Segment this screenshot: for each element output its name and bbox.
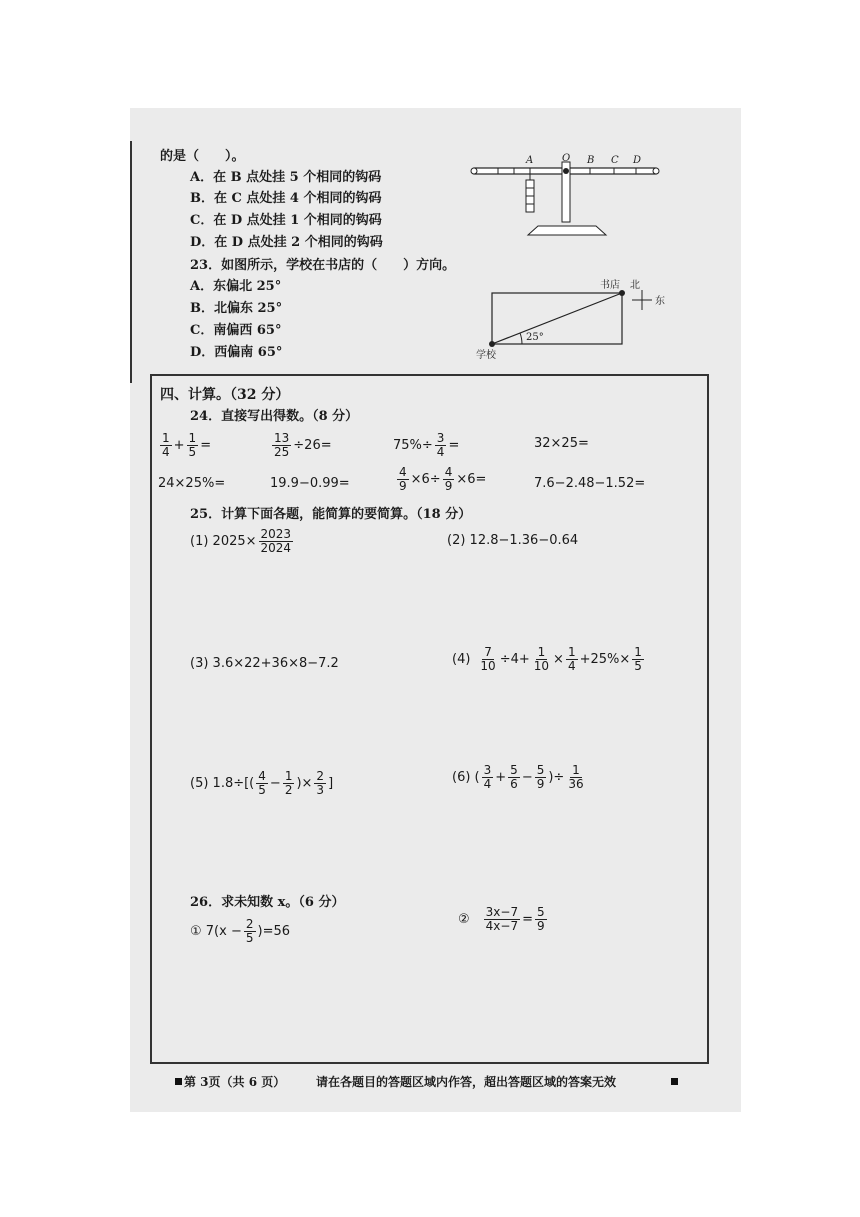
den: 25 — [274, 445, 290, 460]
q24-item-1 — [158, 432, 211, 459]
q24-item-8: 7.6−2.48−1.52= — [534, 476, 646, 491]
direction-diagram — [470, 276, 675, 360]
den: 5 — [258, 783, 266, 798]
eq: = — [448, 438, 460, 454]
q24-item-7 — [395, 466, 486, 493]
den: 4 — [483, 777, 492, 792]
mid: +25%× — [579, 652, 631, 668]
num: 2 — [245, 917, 254, 931]
head: 75%÷ — [393, 438, 433, 454]
q24-title: 24．直接写出得数。（8 分） — [190, 409, 359, 424]
q25-problem-5 — [190, 770, 333, 797]
q23-option-c: C．南偏西 65° — [190, 323, 282, 338]
num: 4 — [399, 465, 407, 479]
num: 2 — [316, 769, 325, 783]
lever-label-b: B — [587, 155, 595, 166]
num: 5 — [510, 763, 518, 777]
mid: × — [553, 652, 564, 668]
den: 4 — [567, 659, 576, 674]
q24-item-5: 24×25%= — [158, 476, 226, 491]
den: 9 — [399, 479, 407, 494]
num: 7 — [484, 645, 492, 659]
num: 1 — [634, 645, 642, 659]
num: 1 — [162, 431, 170, 445]
den: 5 — [245, 931, 254, 946]
q22-option-c: C．在 D 点处挂 1 个相同的钩码 — [190, 213, 382, 228]
q22-option-a: A．在 B 点处挂 5 个相同的钩码 — [190, 170, 382, 185]
mid: − — [269, 776, 281, 792]
num: 1 — [188, 431, 197, 445]
q23-stem: 23．如图所示，学校在书店的（ ）方向。 — [190, 258, 456, 273]
q22-option-d: D．在 D 点处挂 2 个相同的钩码 — [190, 235, 383, 250]
lever-label-d: D — [633, 155, 642, 166]
den: 3 — [316, 783, 325, 798]
den: 5 — [188, 445, 197, 460]
den: 4x−7 — [485, 919, 519, 934]
den: 9 — [536, 777, 545, 792]
num: 3 — [483, 763, 492, 777]
mid: + — [495, 770, 507, 786]
mid: ×6÷ — [410, 472, 441, 488]
den: 4 — [436, 445, 445, 460]
q24-item-3 — [393, 432, 459, 459]
den: 2024 — [260, 541, 292, 556]
num: 3 — [436, 431, 445, 445]
tail: ] — [328, 776, 334, 792]
den: 9 — [444, 479, 453, 494]
head: (4) — [452, 652, 471, 668]
footer-notice: 请在各题目的答题区域内作答，超出答题区域的答案无效 — [316, 1075, 617, 1089]
q26-equation-1 — [190, 918, 290, 945]
footer-right-marker — [671, 1078, 678, 1085]
section-4-title: 四、计算。（32 分） — [160, 387, 290, 403]
mid: ÷4+ — [499, 652, 530, 668]
op: + — [173, 438, 185, 454]
school-label: 学校 — [476, 350, 496, 360]
num: 13 — [274, 431, 290, 445]
num: 4 — [444, 465, 453, 479]
q24-item-6: 19.9−0.99= — [270, 476, 350, 491]
lever-label-c: C — [611, 155, 619, 166]
bookstore-label: 书店 — [600, 280, 620, 291]
head: ① 7(x − — [190, 924, 242, 940]
angle-label: 25° — [526, 332, 544, 343]
num: 2023 — [260, 527, 292, 541]
margin-line — [130, 141, 132, 383]
lever-label-a: A — [526, 155, 534, 166]
num: 5 — [536, 763, 545, 777]
den: 5 — [634, 659, 642, 674]
den: 4 — [162, 445, 170, 460]
tail: ×6= — [456, 472, 487, 488]
den: 10 — [480, 659, 496, 674]
q24-item-2 — [270, 432, 332, 459]
q23-option-d: D．西偏南 65° — [190, 345, 283, 360]
eq: = — [522, 912, 533, 928]
num: 1 — [567, 645, 576, 659]
num: 5 — [537, 905, 545, 919]
q25-title: 25．计算下面各题，能简算的要简算。（18 分） — [190, 507, 472, 522]
east-label: 东 — [655, 296, 665, 307]
num: 1 — [537, 645, 546, 659]
head: (1) 2025× — [190, 534, 257, 550]
q24-item-4: 32×25= — [534, 436, 589, 451]
footer-left-marker — [175, 1078, 182, 1085]
q22-stem: 的是（ ）。 — [160, 149, 245, 164]
den: 10 — [533, 659, 550, 674]
q26-equation-2 — [458, 906, 549, 933]
tail: ÷26= — [293, 438, 332, 454]
q25-problem-3: (3) 3.6×22+36×8−7.2 — [190, 656, 339, 671]
lever-diagram — [468, 150, 668, 245]
num: 1 — [284, 769, 293, 783]
tail: )=56 — [257, 924, 291, 940]
head: ② — [458, 912, 470, 928]
head: (5) 1.8÷[( — [190, 776, 255, 792]
num: 4 — [258, 769, 266, 783]
mid: )× — [296, 776, 313, 792]
den: 6 — [510, 777, 518, 792]
q25-problem-6 — [452, 764, 588, 791]
q25-problem-2: (2) 12.8−1.36−0.64 — [447, 533, 579, 548]
q25-problem-1 — [190, 528, 295, 555]
den: 9 — [537, 919, 545, 934]
mid: )÷ — [548, 770, 565, 786]
q23-option-a: A．东偏北 25° — [190, 279, 282, 294]
eq: = — [200, 438, 212, 454]
q26-title: 26．求未知数 x。（6 分） — [190, 895, 345, 910]
footer-page-number: 第 3页（共 6 页） — [184, 1075, 286, 1089]
mid: − — [521, 770, 533, 786]
den: 2 — [284, 783, 293, 798]
q25-problem-4 — [452, 646, 646, 673]
den: 36 — [568, 777, 584, 792]
head: (6) ( — [452, 770, 480, 786]
q23-option-b: B．北偏东 25° — [190, 301, 283, 316]
lever-label-o: O — [562, 153, 571, 164]
num: 1 — [572, 763, 580, 777]
num: 3x−7 — [485, 905, 519, 919]
q22-option-b: B．在 C 点处挂 4 个相同的钩码 — [190, 191, 382, 206]
north-label: 北 — [630, 280, 640, 291]
